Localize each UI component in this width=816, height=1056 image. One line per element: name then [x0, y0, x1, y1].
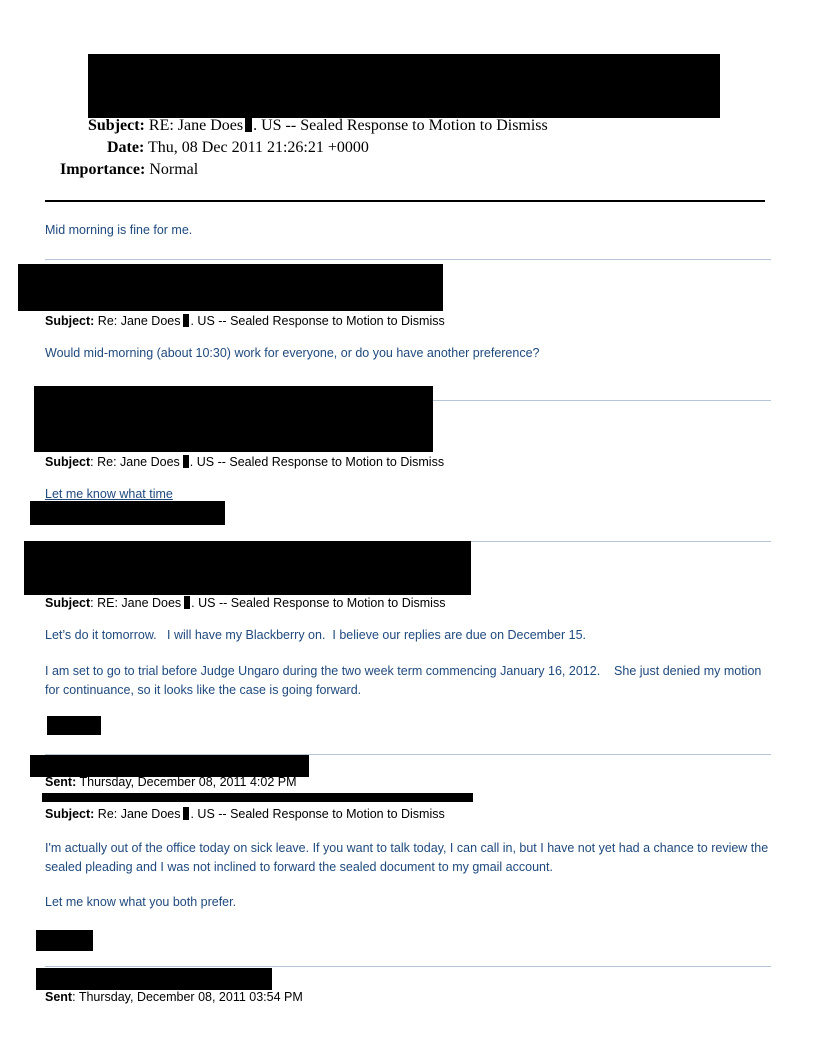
message-divider [45, 259, 771, 260]
message-3-subject-prefix: : Re: Jane Does [90, 455, 180, 469]
message-5-subject-label: Subject: [45, 807, 95, 821]
message-4-subject-prefix: : RE: Jane Does [90, 596, 182, 610]
message-3-body: Let me know what time [45, 487, 173, 501]
redacted-signature-block [30, 501, 225, 525]
message-divider [45, 966, 771, 967]
header-subject-suffix: . US -- Sealed Response to Motion to Dismiss [253, 117, 548, 134]
header-importance-label: Importance: [60, 161, 146, 178]
redacted-signature-block [36, 930, 93, 951]
message-5-body-1: I'm actually out of the office today on sick leave. If you want to talk today, I can call in, but I have not yet had a chance to review the sealed pleading and I was not inclined to forward the sealed document to my gmail account. [45, 841, 769, 874]
message-2-subject-prefix: Re: Jane Does [97, 314, 181, 328]
redaction-mark [183, 455, 189, 468]
message-5-subject-prefix: Re: Jane Does [97, 807, 181, 821]
message-3-subject-suffix: . US -- Sealed Response to Motion to Dismiss [189, 455, 445, 469]
redaction-mark [184, 596, 190, 609]
header-subject-prefix: RE: Jane Does [148, 117, 244, 134]
redacted-sender-block [24, 541, 471, 595]
redaction-mark [245, 118, 252, 132]
message-2-body: Would mid-morning (about 10:30) work for everyone, or do you have another preference? [45, 346, 540, 360]
message-3-subject [45, 455, 444, 469]
message-2-subject [45, 314, 445, 328]
message-4-body-1: Let’s do it tomorrow. I will have my Blackberry on. I believe our replies are due on December 15. [45, 628, 586, 642]
message-5-body-2: Let me know what you both prefer. [45, 895, 237, 909]
header-date-value: Thu, 08 Dec 2011 21:26:21 +0000 [148, 139, 369, 156]
message-4-subject-suffix: . US -- Sealed Response to Motion to Dismiss [191, 596, 446, 610]
message-divider [433, 400, 771, 401]
message-5-sent-label: Sent: [45, 775, 77, 789]
message-4-subject-label: Subject [45, 596, 91, 610]
redacted-sender-block [30, 755, 309, 777]
redacted-sender-block [18, 264, 443, 311]
message-6-sent [45, 990, 303, 1004]
header-subject-line [88, 117, 548, 135]
message-3-subject-label: Subject [45, 455, 91, 469]
message-6-sent-value: : Thursday, December 08, 2011 03:54 PM [72, 990, 303, 1004]
message-4-body-2: I am set to go to trial before Judge Ungaro during the two week term commencing January 16, 2012. She just denied my motion for continuance, so it looks like the case is going forward. [45, 664, 765, 697]
header-subject-label: Subject: [88, 117, 145, 134]
message-5-subject-suffix: . US -- Sealed Response to Motion to Dismiss [190, 807, 445, 821]
message-1-body: Mid morning is fine for me. [45, 223, 193, 237]
redacted-sender-block [34, 386, 433, 452]
redacted-recipients-line [42, 793, 473, 802]
header-importance-line [60, 161, 198, 179]
message-2-subject-label: Subject: [45, 314, 95, 328]
redacted-header-block [88, 54, 720, 118]
header-divider [45, 200, 765, 202]
redacted-sender-block [36, 968, 272, 990]
header-date-line [107, 139, 369, 157]
message-5-sent-value: Thursday, December 08, 2011 4:02 PM [79, 775, 297, 789]
header-date-label: Date: [107, 139, 145, 156]
redaction-mark [183, 314, 189, 327]
header-importance-value: Normal [149, 161, 199, 178]
redaction-mark [183, 807, 189, 820]
message-4-subject [45, 596, 445, 610]
message-5-subject [45, 807, 445, 821]
redacted-signature-block [47, 716, 101, 735]
message-5-sent [45, 775, 297, 789]
message-2-subject-suffix: . US -- Sealed Response to Motion to Dismiss [190, 314, 445, 328]
message-6-sent-label: Sent [45, 990, 73, 1004]
